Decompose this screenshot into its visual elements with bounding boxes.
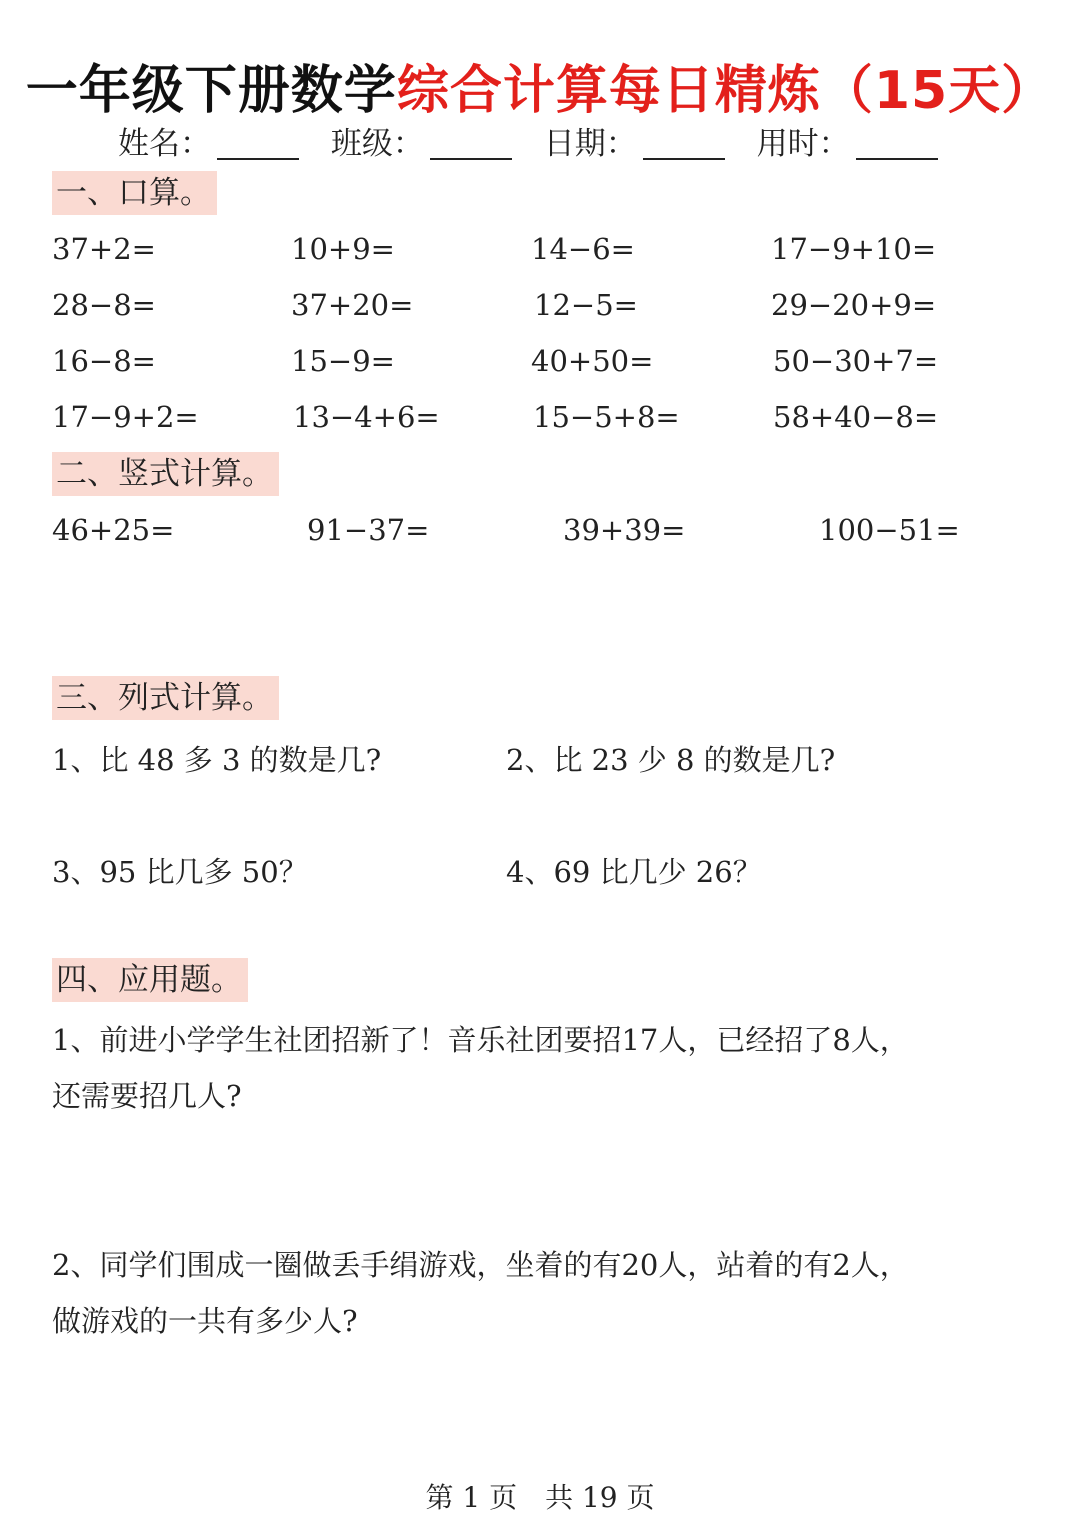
oral-item: 37+2=	[52, 232, 156, 266]
name-field	[118, 118, 299, 163]
section-oral-heading: 一、口算。	[52, 171, 217, 215]
vertical-item: 100−51=	[819, 513, 960, 547]
title-grade: 一年级下册数学	[25, 61, 397, 121]
section-vertical-heading: 二、竖式计算。	[52, 452, 279, 496]
name-label: 姓名：	[118, 126, 211, 162]
vertical-item: 91−37=	[307, 513, 430, 547]
class-label: 班级：	[330, 126, 424, 162]
section-word-problems-heading: 四、应用题。	[52, 958, 248, 1002]
oral-item: 28−8=	[52, 288, 156, 322]
word-problem-1-line-1: 1、前进小学学生社团招新了！音乐社团要招17人，已经招了8人，	[52, 1023, 909, 1057]
formula-item: 1、比 48 多 3 的数是几?	[52, 743, 382, 777]
title-topic: 综合计算每日精炼（15天）	[396, 61, 1055, 121]
vertical-item: 46+25=	[52, 513, 175, 547]
vertical-item: 39+39=	[563, 513, 686, 547]
formula-item: 2、比 23 少 8 的数是几?	[506, 743, 836, 777]
time-label: 用时：	[756, 126, 850, 162]
oral-item: 40+50=	[531, 344, 654, 378]
oral-item: 17−9+2=	[52, 400, 199, 434]
oral-item: 12−5=	[534, 288, 638, 322]
word-problem-2-line-1: 2、同学们围成一圈做丢手绢游戏，坐着的有20人，站着的有2人，	[52, 1248, 909, 1282]
name-blank[interactable]	[217, 128, 299, 160]
oral-item: 29−20+9=	[771, 288, 937, 322]
oral-item: 50−30+7=	[773, 344, 939, 378]
oral-item: 16−8=	[52, 344, 156, 378]
section-formula-heading: 三、列式计算。	[52, 676, 279, 720]
time-field	[757, 118, 938, 163]
oral-item: 14−6=	[531, 232, 635, 266]
time-blank[interactable]	[856, 128, 938, 160]
word-problem-1-line-2: 还需要招几人?	[52, 1079, 242, 1113]
class-blank[interactable]	[430, 128, 512, 160]
word-problem-2-line-2: 做游戏的一共有多少人?	[52, 1304, 358, 1338]
class-field	[331, 118, 512, 163]
student-info	[118, 118, 960, 163]
date-label: 日期：	[543, 126, 637, 162]
formula-item: 4、69 比几少 26？	[506, 855, 762, 889]
page-footer: 第 1 页 共 19 页	[425, 1481, 655, 1514]
oral-item: 58+40−8=	[773, 400, 939, 434]
worksheet-title	[0, 48, 1080, 123]
date-blank[interactable]	[643, 128, 725, 160]
oral-item: 37+20=	[291, 288, 414, 322]
oral-item: 13−4+6=	[293, 400, 440, 434]
oral-item: 17−9+10=	[771, 232, 937, 266]
oral-item: 15−5+8=	[533, 400, 680, 434]
formula-item: 3、95 比几多 50？	[52, 855, 308, 889]
oral-item: 10+9=	[291, 232, 395, 266]
oral-item: 15−9=	[291, 344, 395, 378]
date-field	[544, 118, 725, 163]
